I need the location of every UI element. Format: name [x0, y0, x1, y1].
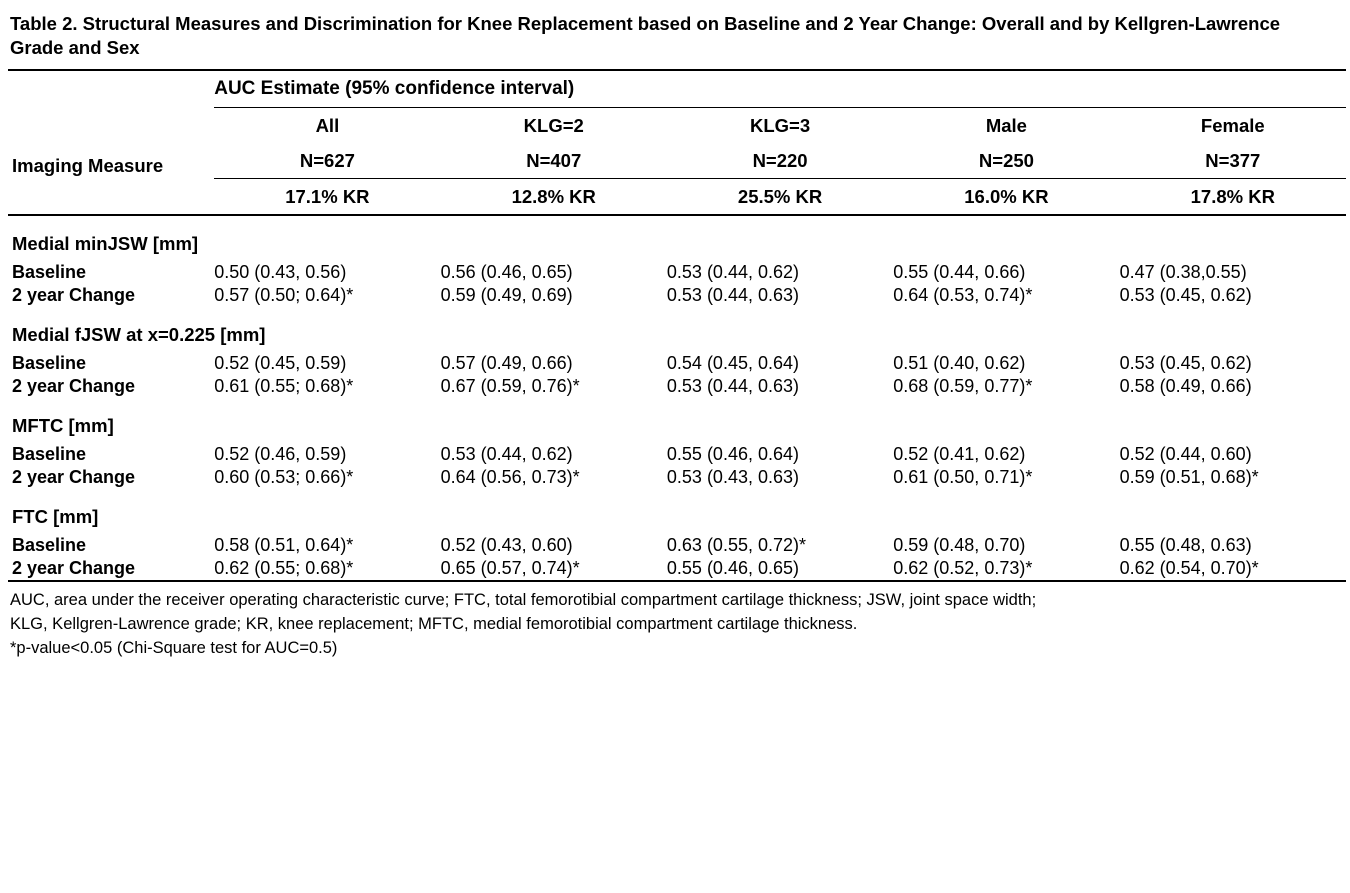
cell-value: 0.52 (0.43, 0.60) [440, 535, 573, 556]
column-n-klg2: N=407 [441, 143, 667, 179]
cell-value: 0.67 (0.59, 0.76)* [440, 376, 580, 397]
cell-value: 0.55 (0.46, 0.64) [666, 444, 799, 465]
row-label-baseline: Baseline [12, 535, 87, 556]
section-title-ftc: FTC [mm] [12, 506, 99, 528]
cell-value: 0.56 (0.46, 0.65) [440, 262, 573, 283]
table-row [8, 557, 1346, 581]
cell-value: 0.59 (0.48, 0.70) [893, 535, 1026, 556]
cell-value: 0.64 (0.53, 0.74)* [893, 285, 1033, 306]
stub-corner-cell [8, 70, 214, 108]
cell-value: 0.52 (0.45, 0.59) [214, 353, 347, 374]
cell-value: 0.61 (0.50, 0.71)* [893, 467, 1033, 488]
cell-value: 0.57 (0.50; 0.64)* [214, 285, 354, 306]
cell-value: 0.53 (0.45, 0.62) [1119, 285, 1252, 306]
cell-value: 0.59 (0.51, 0.68)* [1119, 467, 1259, 488]
cell-value: 0.53 (0.44, 0.62) [666, 262, 799, 283]
column-n-female: N=377 [1120, 143, 1346, 179]
row-label-2-year-change: 2 year Change [12, 285, 136, 306]
column-header-female: Female [1200, 115, 1265, 137]
cell-value: 0.65 (0.57, 0.74)* [441, 557, 667, 581]
table-footnotes [10, 589, 1342, 661]
cell-value: 0.58 (0.51, 0.64)* [214, 535, 354, 556]
table-header-group-row [8, 70, 1346, 108]
table-caption: Table 2. Structural Measures and Discrimination for Knee Replacement based on Baseline and 2 Year Change: Overall and by Kellgren-Lawrence Grade and Sex [10, 13, 1281, 58]
cell-value: 0.55 (0.46, 0.65) [667, 557, 893, 581]
cell-value: 0.53 (0.44, 0.63) [666, 376, 799, 397]
column-n-male: N=250 [893, 143, 1119, 179]
footnote-abbreviations-line-2: KLG, Kellgren-Lawrence grade; KR, knee replacement; MFTC, medial femorotibial compartment cartilage thickness. [10, 615, 858, 634]
cell-value: 0.54 (0.45, 0.64) [666, 353, 799, 374]
table-header-labels-row [8, 108, 1346, 144]
auc-group-header: AUC Estimate (95% confidence interval) [214, 70, 1346, 108]
column-kr-female: 17.8% KR [1120, 179, 1346, 216]
table-row [8, 352, 1346, 375]
cell-value: 0.53 (0.45, 0.62) [1119, 353, 1252, 374]
cell-value: 0.47 (0.38,0.55) [1119, 262, 1247, 283]
column-header-male: Male [985, 115, 1027, 137]
cell-value: 0.58 (0.49, 0.66) [1119, 376, 1252, 397]
cell-value: 0.50 (0.43, 0.56) [214, 262, 347, 283]
table-row [8, 443, 1346, 466]
results-table [8, 69, 1346, 582]
column-kr-klg3: 25.5% KR [667, 179, 893, 216]
cell-value: 0.68 (0.59, 0.77)* [893, 376, 1033, 397]
table-row [8, 261, 1346, 284]
cell-value: 0.52 (0.44, 0.60) [1119, 444, 1252, 465]
section-header-row [8, 489, 1346, 534]
row-label-baseline: Baseline [12, 262, 87, 283]
cell-value: 0.59 (0.49, 0.69) [440, 285, 573, 306]
section-title-medial-fjsw: Medial fJSW at x=0.225 [mm] [12, 324, 266, 346]
cell-value: 0.62 (0.52, 0.73)* [893, 557, 1119, 581]
footnote-pvalue: *p-value<0.05 (Chi-Square test for AUC=0.5) [10, 639, 338, 658]
cell-value: 0.52 (0.41, 0.62) [893, 444, 1026, 465]
section-header-row [8, 398, 1346, 443]
column-kr-male: 16.0% KR [893, 179, 1119, 216]
section-header-row [8, 307, 1346, 352]
cell-value: 0.63 (0.55, 0.72)* [666, 535, 807, 556]
cell-value: 0.60 (0.53; 0.66)* [214, 467, 354, 488]
stub-header: Imaging Measure [12, 154, 164, 176]
cell-value: 0.64 (0.56, 0.73)* [440, 467, 580, 488]
table-row [8, 375, 1346, 398]
section-title-medial-minjsw: Medial minJSW [mm] [12, 233, 199, 255]
table-header-kr-row [8, 179, 1346, 216]
row-label-baseline: Baseline [12, 444, 87, 465]
cell-value: 0.52 (0.46, 0.59) [214, 444, 347, 465]
cell-value: 0.53 (0.44, 0.62) [440, 444, 573, 465]
column-n-klg3: N=220 [667, 143, 893, 179]
column-header-all: All [315, 115, 340, 137]
table-row [8, 534, 1346, 557]
cell-value: 0.55 (0.48, 0.63) [1119, 535, 1252, 556]
cell-value: 0.53 (0.44, 0.63) [666, 285, 799, 306]
column-header-klg3: KLG=3 [750, 115, 811, 137]
table-row [8, 284, 1346, 307]
cell-value: 0.62 (0.55; 0.68)* [214, 557, 440, 581]
section-title-mftc: MFTC [mm] [12, 415, 114, 437]
stub-empty-cell [8, 179, 214, 216]
row-label-baseline: Baseline [12, 353, 87, 374]
column-kr-klg2: 12.8% KR [441, 179, 667, 216]
cell-value: 0.57 (0.49, 0.66) [440, 353, 573, 374]
row-label-2-year-change: 2 year Change [12, 467, 136, 488]
table-row [8, 466, 1346, 489]
column-header-klg2: KLG=2 [523, 115, 584, 137]
cell-value: 0.51 (0.40, 0.62) [893, 353, 1026, 374]
footnote-abbreviations-line-1: AUC, area under the receiver operating characteristic curve; FTC, total femorotibial compartment cartilage thickness; JSW, joint space width; [10, 591, 1037, 610]
column-kr-all: 17.1% KR [214, 179, 440, 216]
cell-value: 0.62 (0.54, 0.70)* [1120, 557, 1346, 581]
section-header-row [8, 215, 1346, 261]
row-label-2-year-change: 2 year Change [8, 557, 214, 581]
cell-value: 0.61 (0.55; 0.68)* [214, 376, 354, 397]
column-n-all: N=627 [214, 143, 440, 179]
cell-value: 0.55 (0.44, 0.66) [893, 262, 1026, 283]
cell-value: 0.53 (0.43, 0.63) [666, 467, 799, 488]
row-label-2-year-change: 2 year Change [12, 376, 136, 397]
